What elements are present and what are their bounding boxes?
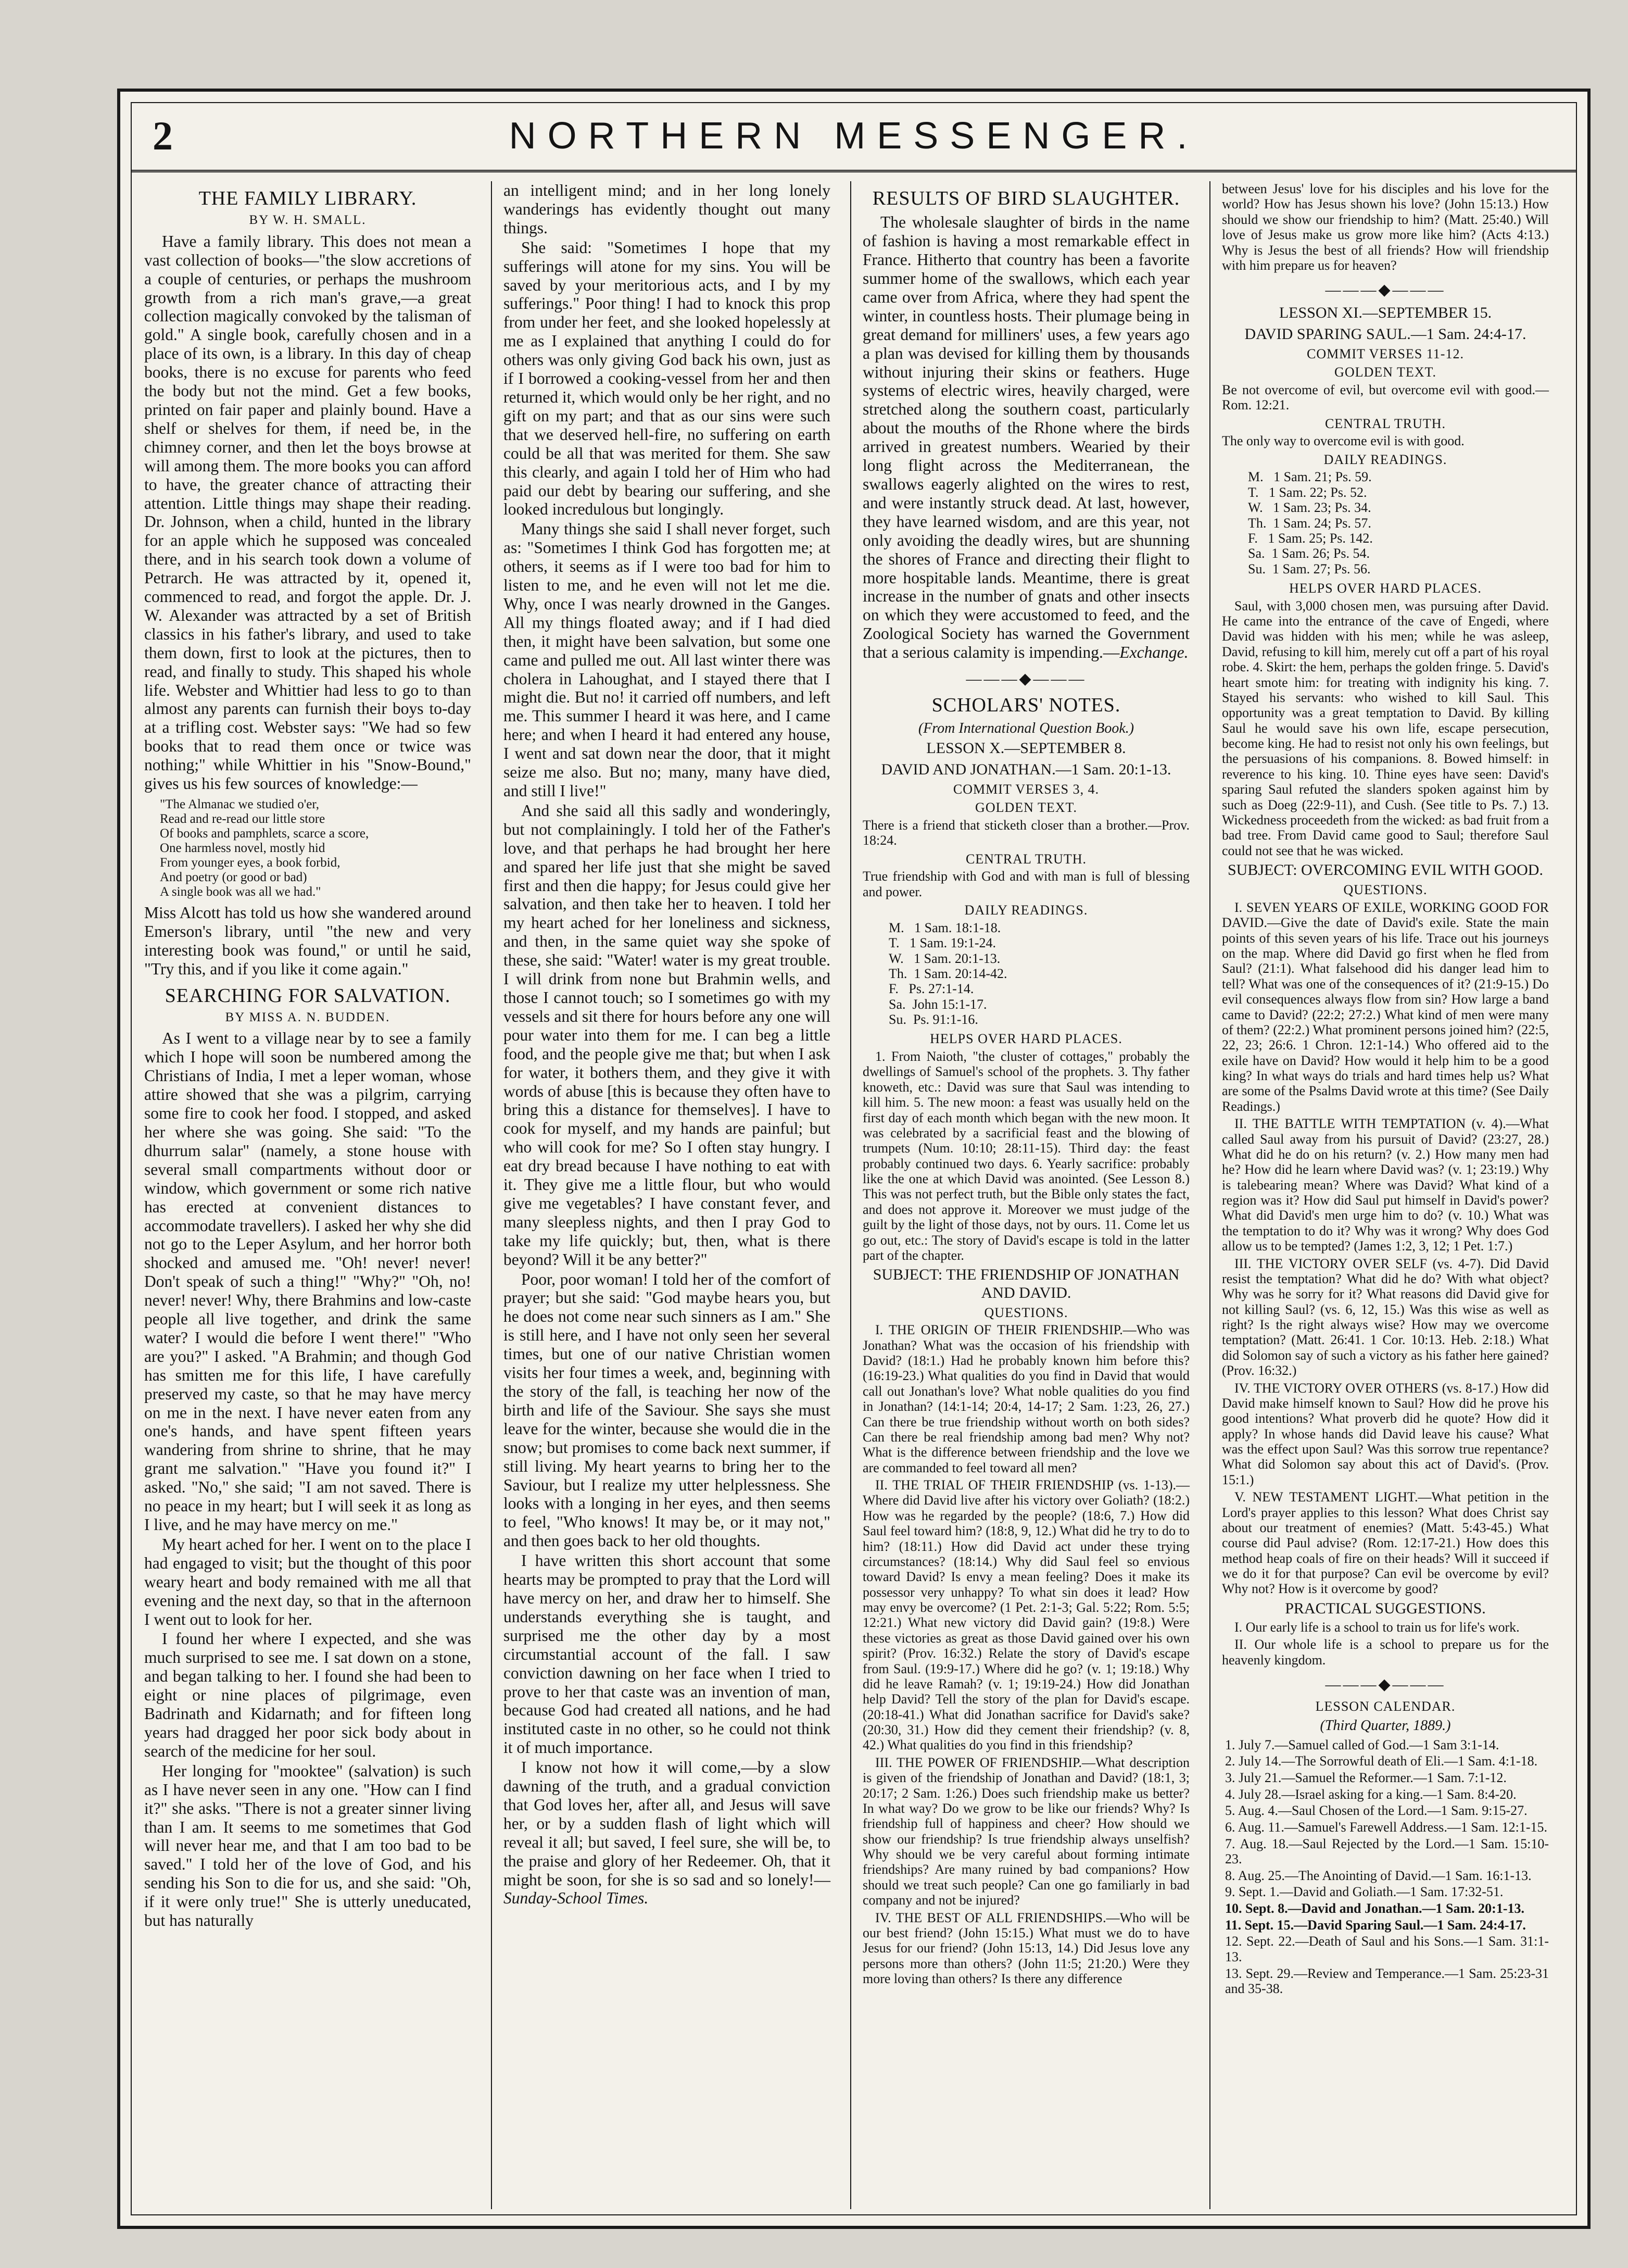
column-3 xyxy=(856,181,1196,2209)
article-paragraph: I have written this short account that some hearts may be prompted to pray that the Lord will have mercy on her, and draw her to himself. She understands everything she is taught, and surprised me the other day by a most circumstantial account of the fall. I saw conviction dawning on her face when I tried to prove to her that caste was an invention of man, because God had created all nations, and he had instituted caste in no other, so he could not think it of much importance. xyxy=(503,1551,830,1757)
reading-item: M. 1 Sam. 21; Ps. 59. xyxy=(1248,469,1372,485)
calendar-item: 13. Sept. 29.—Review and Temperance.—1 Sam. 25:23-31 and 35-38. xyxy=(1225,1965,1549,1997)
reading-item: M. 1 Sam. 18:1-18. xyxy=(889,920,1001,935)
article-source: Sunday-School Times. xyxy=(503,1889,649,1908)
calendar-list xyxy=(1225,1737,1549,1997)
reading-item: Th. 1 Sam. 20:14-42. xyxy=(889,966,1007,981)
masthead xyxy=(132,112,1576,170)
paper-title: NORTHERN MESSENGER. xyxy=(509,115,1199,157)
poem-line: "The Almanac we studied o'er, xyxy=(160,797,319,811)
subject-heading: SUBJECT: OVERCOMING EVIL WITH GOOD. xyxy=(1228,861,1543,879)
reading-item: Su. Ps. 91:1-16. xyxy=(889,1012,978,1028)
calendar-item: 10. Sept. 8.—David and Jonathan.—1 Sam. 20:1-13. xyxy=(1225,1901,1524,1916)
article-paragraph: As I went to a village near by to see a family which I hope will soon be numbered among the Christians of India, I met a leper woman, whose attire showed that she was a pilgrim, carrying some fire to cook her food. I stopped, and asked her where she was going. She said: "To the dhurrum salar" (namely, a stone house with several small compartments without door or window, which government or some rich native has erected at convenient distances to accommodate travellers). I asked her why she did not go to the Leper Asylum, and her horror both shocked and amused me. "Oh! never! never! Don't speak of such a thing!" "Why?" "Oh, no! never! never! Why, there Brahmins and low-caste people all live together, and drink the same water? I would die before I went there!" "Who are you?" I asked. "A Brahmin; and though God has smitten me for this life, I have carefully preserved my caste, so that he may have mercy on me in the next. I have never eaten from any one's hands, and have spent fifteen years wandering from shrine to shrine, that he may grant me salvation." "Have you found it?" I asked. "No," she said; "I am not saved. There is no peace in my heart; but I will seek it as long as I live, and he may have mercy on me." xyxy=(144,1029,471,1534)
daily-readings-heading: DAILY READINGS. xyxy=(964,903,1088,918)
article-paragraph: Many things she said I shall never forget, such as: "Sometimes I think God has forgotten me; at others, it seems as if I were too bad for him to listen to me, and he even will not let me die. Why, once I was nearly drowned in the Ganges. All my things floated away; and if I had died then, it might have been salvation, but some one came and pulled me out. All last winter there was cholera in Lahoughat, and I stayed there that I might die. But no! it carried off numbers, and left me. This summer I heard it was here, and I came here; and when I heard it had entered any house, I went and sat down near the door, that it might seize me also. But no; many, many have died, and still I live!" xyxy=(503,520,830,800)
poem-line: One harmless novel, mostly hid xyxy=(160,841,325,855)
calendar-item: 7. Aug. 18.—Saul Rejected by the Lord.—1 Sam. 15:10-23. xyxy=(1225,1836,1549,1867)
section-ornament: ———◆——— xyxy=(966,670,1087,688)
column-divider xyxy=(491,181,492,2209)
daily-readings-list xyxy=(889,920,1190,1028)
helps-text: Saul, with 3,000 chosen men, was pursuing after David. He came into the entrance of the cave of Engedi, where David was hidden with his men; while he was asleep, David, refusing to kill him, merely cut off a part of his royal robe. 4. Skirt: the hem, perhaps the golden fringe. 5. David's heart smote him: for treating with indignity his king. 7. Stayed his servants: who wished to kill Saul. This opportunity was a great temptation to David. By killing Saul he would save his own life, escape persecution, become king. He had to resist not only his own feelings, but the persuasions of his companions. 8. Bowed himself: in reverence to his king. 10. Thine eyes have seen: David's sparing Saul refuted the slanders spoken against him by such as Doeg (22:9-11), and Cush. (See title to Ps. 7.) 13. Wickedness proceedeth from the wicked: as bad fruit from a bad tree. From David came good to Saul; therefore Saul could not see that he was wicked. xyxy=(1222,598,1549,858)
question-block: IV. THE BEST OF ALL FRIENDSHIPS.—Who will be our best friend? (John 15:15.) What must we do to have Jesus for our friend? (John 15:13, 14.) Did Jesus love any persons more than others? (John 11:5; 21:20.) Were they more loving than others? Is there any difference xyxy=(863,1910,1190,1987)
article-paragraph: Miss Alcott has told us how she wandered around Emerson's library, until "the new and very interesting book was found," or until he said, "Try this, and if you like it come again." xyxy=(144,904,471,978)
columns xyxy=(132,181,1576,2209)
article-source: Exchange. xyxy=(1119,643,1189,662)
question-block: III. THE VICTORY OVER SELF (vs. 4-7). Did David resist the temptation? What did he do? With what object? Why was he sorry for it? What reasons did David give for not killing Saul? (vs. 6, 12, 15.) Was this wise as well as right? Is the right always wise? How may we overcome temptation? (Matt. 26:41. 1 Cor. 10:13. Heb. 2:18.) What did Solomon say of such a victory as his father here gained? (Prov. 16:32.) xyxy=(1222,1256,1549,1379)
newspaper-page xyxy=(117,89,1591,2229)
article-byline: BY W. H. SMALL. xyxy=(249,213,367,228)
calendar-item: 2. July 14.—The Sorrowful death of Eli.—1 Sam. 4:1-18. xyxy=(1225,1753,1538,1769)
question-block: II. THE TRIAL OF THEIR FRIENDSHIP (vs. 1-13).—Where did David live after his victory over Goliath? (18:2.) How was he regarded by the people? (18:6, 7.) How did Saul feel toward him? (18:8, 9, 12.) What did he try to do to him? (18:11.) How did David act under these trying circumstances? (18:14.) Why did Saul feel so envious toward David? Is envy a mean feeling? Does it make its possessor very unhappy? To what sin does it lead? How may envy be overcome? (1 Pet. 2:1-3; Gal. 5:22; Rom. 5:5; 12:21.) What new victory did David gain? (19:8.) Were these victories as great as those David gained over his own spirit? (Prov. 16:32.) Relate the story of David's escape from Saul. (19:9-17.) Where did he go? (v. 1; 19:18.) Why did he leave Ramah? (v. 1; 19:19-24.) How did Jonathan help David? Tell the story of the plan for David's escape. (20:18-41.) What did Jonathan sacrifice for David's sake? (20:30, 31.) How did they cement their friendship? (v. 8, 42.) What qualities do you find in this friendship? xyxy=(863,1477,1190,1753)
helps-heading: HELPS OVER HARD PLACES. xyxy=(930,1031,1122,1047)
article-paragraph xyxy=(503,1758,830,1908)
practical-heading: PRACTICAL SUGGESTIONS. xyxy=(1285,1599,1486,1617)
article-paragraph: an intelligent mind; and in her long lonely wanderings has evidently thought out many things. xyxy=(503,181,830,237)
section-source: (From International Question Book.) xyxy=(918,720,1134,736)
article-title: THE FAMILY LIBRARY. xyxy=(198,187,417,209)
subject-heading: SUBJECT: THE FRIENDSHIP OF JONATHAN AND DAVID. xyxy=(873,1266,1180,1301)
calendar-item: 4. July 28.—Israel asking for a king.—1 Sam. 8:4-20. xyxy=(1225,1786,1517,1802)
calendar-item: 3. July 21.—Samuel the Reformer.—1 Sam. 7:1-12. xyxy=(1225,1770,1507,1786)
calendar-heading: LESSON CALENDAR. xyxy=(1315,1699,1456,1714)
question-block: IV. THE VICTORY OVER OTHERS (vs. 8-17.) How did David make himself known to Saul? How did he prove his good intentions? What proverb did he quote? How did it apply? In whose hands did David leave his cause? What was the effect upon Saul? Was this sorrow true repentance? What did Solomon say about this act of David's. (Prov. 15:1.) xyxy=(1222,1380,1549,1487)
poem-line: And poetry (or good or bad) xyxy=(160,870,307,884)
reading-item: Th. 1 Sam. 24; Ps. 57. xyxy=(1248,515,1371,531)
column-4 xyxy=(1216,181,1555,2209)
article-title: SEARCHING FOR SALVATION. xyxy=(165,984,451,1007)
article-paragraph: My heart ached for her. I went on to the place I had engaged to visit; but the thought of this poor weary heart and body remained with me all that evening and the next day, so that in the afternoon I went out to look for her. xyxy=(144,1535,471,1628)
column-divider xyxy=(1209,181,1210,2209)
article-paragraph: And she said all this sadly and wonderingly, but not complainingly. I told her of the Father's love, and that perhaps he had brought her here and spared her life just that she might be saved first and then die happy; for Jesus could give her salvation, and then take her to heaven. I told her my heart ached for her loneliness and sickness, and then, in the same quiet way she spoke of these, she said: "Water! water is my great trouble. I will drink from none but Brahmin wells, and those I cannot touch; so I sometimes go with my vessels and sit there for hours before any one will pour water into them for me. I can beg a little food, and the people give me that; but when I ask for water, it bothers them, and they give it with words of abuse [this is because they often have to bring this a distance for themselves]. I have to cook for myself, and my hands are painful; but who will cook for me? So I often stay hungry. I eat dry bread because I have nothing to eat with it. They give me a little flour, but who would give me vegetables? I have constant fever, and many sleepless nights, and then I pray God to take my life quickly; but, then, what is there beyond? Will it be any better?" xyxy=(503,801,830,1269)
article-byline: BY MISS A. N. BUDDEN. xyxy=(225,1010,390,1024)
calendar-item: 5. Aug. 4.—Saul Chosen of the Lord.—1 Sam. 9:15-27. xyxy=(1225,1803,1528,1819)
lesson-subject: DAVID AND JONATHAN.—1 Sam. 20:1-13. xyxy=(881,760,1171,778)
article-paragraph xyxy=(863,213,1190,662)
poem-quote xyxy=(160,797,471,899)
daily-readings-list xyxy=(1248,469,1549,577)
reading-item: T. 1 Sam. 19:1-24. xyxy=(889,935,996,951)
central-truth: The only way to overcome evil is with good. xyxy=(1222,433,1465,449)
calendar-item: 9. Sept. 1.—David and Goliath.—1 Sam. 17:32-51. xyxy=(1225,1884,1504,1900)
page-border xyxy=(131,102,1577,2215)
reading-item: Sa. John 15:1-17. xyxy=(889,996,987,1012)
question-block: I. THE ORIGIN OF THEIR FRIENDSHIP.—Who was Jonathan? What was the occasion of his friendship with David? (18:1.) Had he probably known him before this? (16:19-23.) What qualities do you find in David that would call out Jonathan's love? What noble qualities do you find in Jonathan? (14:1-14; 20:4, 14-17; 2 Sam. 1:23, 26, 27.) Can there be true friendship without worth on both sides? Can there be real friendship among bad men? Why not? What is the difference between friendship and the love we are commanded to feel toward all men? xyxy=(863,1322,1190,1475)
article-title: RESULTS OF BIRD SLAUGHTER. xyxy=(872,187,1180,209)
central-truth-heading: CENTRAL TRUTH. xyxy=(965,851,1087,867)
continued-text: between Jesus' love for his disciples and his love for the world? How has Jesus shown his love? (John 15:13.) How should we show our friendship to him? (Matt. 25:40.) Will love of Jesus make us grow more like him? (Acts 4:13.) Why is Jesus the best of all friends? How will friendship with him prepare us for heaven? xyxy=(1222,181,1549,273)
questions-heading: QUESTIONS. xyxy=(1343,882,1428,898)
central-truth: True friendship with God and with man is full of blessing and power. xyxy=(863,869,1190,899)
reading-item: Su. 1 Sam. 27; Ps. 56. xyxy=(1248,561,1371,577)
article-text: The wholesale slaughter of birds in the name of fashion is having a most remarkable effect in France. Hitherto that country has been a favorite summer home of the swallows, which each year came over from Africa, where they had spent the winter, in countless hosts. Their plumage being in great demand for milliners' uses, a few years ago a plan was devised for killing them by thousands without injuring their skins or feathers. Huge systems of electric wires, heavily charged, were stretched along the southern coast, particularly about the mouths of the Rhone where the birds arrived in greatest numbers. Wearied by their long flight across the Mediterranean, the swallows eagerly alighted on the wires to rest, and were instantly struck dead. At last, however, they have learned wisdom, and are this year, not only avoiding the deadly wires, but are shunning the shores of France and directing their flight to more hospitable lands. Meantime, there is great increase in the number of gnats and other insects on which they were accustomed to feed, and the Zoological Society has warned the Government that a serious calamity is impending.— xyxy=(863,213,1190,662)
reading-item: F. 1 Sam. 25; Ps. 142. xyxy=(1248,530,1373,546)
article-paragraph: Poor, poor woman! I told her of the comfort of prayer; but she said: "God maybe hears you, but he does not come near such sinners as I am." She is still here, and I have not only seen her several times, but one of our native Christian women visits her four times a week, and, beginning with the story of the fall, is teaching her now of the birth and life of the Saviour. She says she must leave for the winter, because she would die in the snow; but promises to come back next summer, if still living. My heart yearns to bring her to the Saviour, but I realize my utter helplessness. She looks with a longing in her eyes, and then seems to feel, "Who knows! It may be, or it may not," and then goes back to her old thoughts. xyxy=(503,1270,830,1550)
helps-heading: HELPS OVER HARD PLACES. xyxy=(1289,581,1482,596)
reading-item: Sa. 1 Sam. 26; Ps. 54. xyxy=(1248,546,1370,561)
article-text: I know not how it will come,—by a slow dawning of the truth, and a gradual conviction that God loves her, after all, and Jesus will save her, or by a sudden flash of light which will reveal it all; but saved, I feel sure, she will be, to the praise and glory of her Redeemer. Oh, that it might be soon, for she is so sad and so lonely!— xyxy=(503,1758,830,1889)
question-block: I. SEVEN YEARS OF EXILE, WORKING GOOD FOR DAVID.—Give the date of David's exile. State the main points of this seven years of his life. Trace out his journeys on the map. Where did David go first when he fled from Saul? (21:1). What falsehood did his danger lead him to tell? What was one of the consequences of it? (21:9-15.) Do evil consequences always flow from sin? How large a band came to David? (22:2; 27:2.) What kind of men were many of them? (22:2.) What prominent persons joined him? (22:5, 22, 23; 26:6. 1 Chron. 12:1-14.) Who offered aid to the exile have on David? How would it help him to be a good king? In what ways do trials and hard times help us? What are some of the Psalms David wrote at this time? (See Daily Readings.) xyxy=(1222,899,1549,1114)
poem-line: Of books and pamphlets, scarce a score, xyxy=(160,826,369,841)
section-ornament: ———◆——— xyxy=(1325,1676,1446,1694)
masthead-rule xyxy=(132,170,1576,177)
poem-line: A single book was all we had." xyxy=(160,885,321,899)
reading-item: W. 1 Sam. 20:1-13. xyxy=(889,950,1001,966)
column-2 xyxy=(497,181,837,2209)
section-title: SCHOLARS' NOTES. xyxy=(931,694,1121,717)
article-paragraph: I found her where I expected, and she was much surprised to see me. I sat down on a stone, and began talking to her. I found she had been to eight or nine places of pilgrimage, even Badrinath and Kidarnath; and for fifteen long years had dragged her poor sick body about in search of the medicine for her soul. xyxy=(144,1630,471,1760)
question-block: III. THE POWER OF FRIENDSHIP.—What description is given of the friendship of Jonathan and David? (18:1, 3; 20:17; 2 Sam. 1:26.) Does such friendship make us better? In what way? Do we grow to be like our friends? Why? Is friendship full of happiness and cheer? How should we show our friendship? Is true friendship always unselfish? Why should we be very careful about forming intimate friendships? Are many ruined by bad companions? How should we treat such people? Can one go familiarly in bad company and not be injured? xyxy=(863,1755,1190,1908)
calendar-item: 8. Aug. 25.—The Anointing of David.—1 Sam. 16:1-13. xyxy=(1225,1868,1532,1883)
calendar-item: 12. Sept. 22.—Death of Saul and his Sons.—1 Sam. 31:1-13. xyxy=(1225,1934,1549,1964)
lesson-title: LESSON X.—SEPTEMBER 8. xyxy=(926,740,1126,757)
poem-line: Read and re-read our little store xyxy=(160,812,325,826)
daily-readings-heading: DAILY READINGS. xyxy=(1323,452,1447,467)
central-truth-heading: CENTRAL TRUTH. xyxy=(1324,416,1446,431)
commit-verses: COMMIT VERSES 11-12. xyxy=(1307,346,1464,361)
article-paragraph: Her longing for "mooktee" (salvation) is such as I have never seen in any one. "How can I find it?" she asks. "There is not a greater sinner living than I am. It seems to me sometimes that God will never hear me, and that I am too bad to be saved." I told her of the love of God, and his sending his Son to die for us, and she said: "Oh, if it were only true!" She is utterly uneducated, but has naturally xyxy=(144,1761,471,1930)
page-number: 2 xyxy=(153,113,173,158)
section-ornament: ———◆——— xyxy=(1325,281,1446,299)
reading-item: T. 1 Sam. 22; Ps. 52. xyxy=(1248,484,1367,500)
question-block: V. NEW TESTAMENT LIGHT.—What petition in the Lord's prayer applies to this lesson? What does Christ say about our treatment of enemies? (Matt. 5:43-45.) What course did Paul advise? (Rom. 12:17-21.) How does this method heap coals of fire on their heads? Will it succeed if we do it for that purpose? Can evil be overcome by evil? Why not? How is it overcome by good? xyxy=(1222,1489,1549,1597)
golden-text-heading: GOLDEN TEXT. xyxy=(1334,365,1436,380)
calendar-item: 1. July 7.—Samuel called of God.—1 Sam 3:1-14. xyxy=(1225,1737,1499,1752)
helps-text: 1. From Naioth, "the cluster of cottages," probably the dwellings of Samuel's school of the prophets. 3. Thy father knoweth, etc.: David was sure that Saul was intending to kill him. 5. The new moon: a feast was usually held on the first day of each month which began with the new moon. It was celebrated by a sacrificial feast and the blowing of trumpets (Num. 10:10; 28:11-15). Third day: the feast probably continued two days. 6. Yearly sacrifice: probably like the one at which David was anointed. (See Lesson 8.) This was not perfect truth, but the Bible only states the fact, and does not approve it. Moreover we must judge of the guilt by the light of those days, not by ours. 11. Come let us go out, etc.: The story of David's escape is told in the latter part of the chapter. xyxy=(863,1049,1190,1263)
lesson-title: LESSON XI.—SEPTEMBER 15. xyxy=(1279,304,1492,322)
golden-text: Be not overcome of evil, but overcome evil with good.—Rom. 12:21. xyxy=(1222,382,1549,413)
article-paragraph: Have a family library. This does not mean a vast collection of books—"the slow accretions of a couple of centuries, or perhaps the mushroom growth from a rich man's grave,—a great collection magically convoked by the talisman of gold." A single book, carefully chosen and in a place of its own, is a library. In this day of cheap books, there is no excuse for parents who feed the body but not the mind. Get a few books, printed on fair paper and plainly bound. Have a shelf or shelves for them, if need be, in the chimney corner, and then let the boys browse at will among them. The more books you can afford to have, the greater chance of attracting their attention. Little things may shape their reading. Dr. Johnson, when a child, hunted in the library for an apple which he supposed was concealed there, and in his search took down a volume of Petrarch. He was attracted by it, opened it, commenced to read, and forgot the apple. Dr. J. W. Alexander was attracted by a set of British classics in his father's library, and used to take them down, first to look at the pictures, then to read, and finally to study. This shaped his whole life. Webster and Whittier had less to go to than almost any parents can furnish their boys to-day at a trifling cost. Webster says: "We had so few books that to read them once or twice was nothing;" while Whittier in his "Snow-Bound," gives us his few sources of knowledge:— xyxy=(144,232,471,793)
questions-heading: QUESTIONS. xyxy=(984,1305,1068,1320)
golden-text: There is a friend that sticketh closer than a brother.—Prov. 18:24. xyxy=(863,818,1190,848)
practical-item: I. Our early life is a school to train us for life's work. xyxy=(1234,1619,1520,1635)
calendar-item: 11. Sept. 15.—David Sparing Saul.—1 Sam. 24:4-17. xyxy=(1225,1917,1526,1933)
practical-item: II. Our whole life is a school to prepare us for the heavenly kingdom. xyxy=(1222,1637,1549,1668)
column-1 xyxy=(138,181,477,2209)
question-block: II. THE BATTLE WITH TEMPTATION (v. 4).—What called Saul away from his pursuit of David? (23:27, 28.) What did he do on his return? (v. 2.) How many men had he? How did he learn where David was? (v. 1; 23:19.) Why is talebearing mean? Where was David? What kind of a region was it? How did Saul put himself in David's power? What did David's men urge him to do? (v. 10.) What was the temptation to do it? Why was it wrong? Why does God allow us to be tempted? (James 1:2, 3, 12; 1 Pet. 1:7.) xyxy=(1222,1116,1549,1254)
calendar-subheading: (Third Quarter, 1889.) xyxy=(1320,1717,1451,1734)
lesson-subject: DAVID SPARING SAUL.—1 Sam. 24:4-17. xyxy=(1244,325,1526,343)
article-paragraph: She said: "Sometimes I hope that my sufferings will atone for my sins. You will be saved by your meritorious acts, and I by my sufferings." Poor thing! I had to knock this prop from under her feet, and she looked hopelessly at me as I explained that anything I could do for others was only giving God back his own, just as if I borrowed a cooking-vessel from her and then returned it, which would only be her right, and no gift on my part; and that as our sins were such that we deserved hell-fire, no suffering on earth could be all that was merited for them. She saw this clearly, and again I told her of Him who had paid our debt by bearing our suffering, and she looked incredulous but longingly. xyxy=(503,238,830,519)
reading-item: W. 1 Sam. 23; Ps. 34. xyxy=(1248,500,1371,516)
poem-line: From younger eyes, a book forbid, xyxy=(160,856,340,870)
commit-verses: COMMIT VERSES 3, 4. xyxy=(953,781,1100,797)
reading-item: F. Ps. 27:1-14. xyxy=(889,981,974,997)
calendar-item: 6. Aug. 11.—Samuel's Farewell Address.—1 Sam. 12:1-15. xyxy=(1225,1819,1548,1835)
golden-text-heading: GOLDEN TEXT. xyxy=(975,800,1077,816)
column-divider xyxy=(850,181,851,2209)
